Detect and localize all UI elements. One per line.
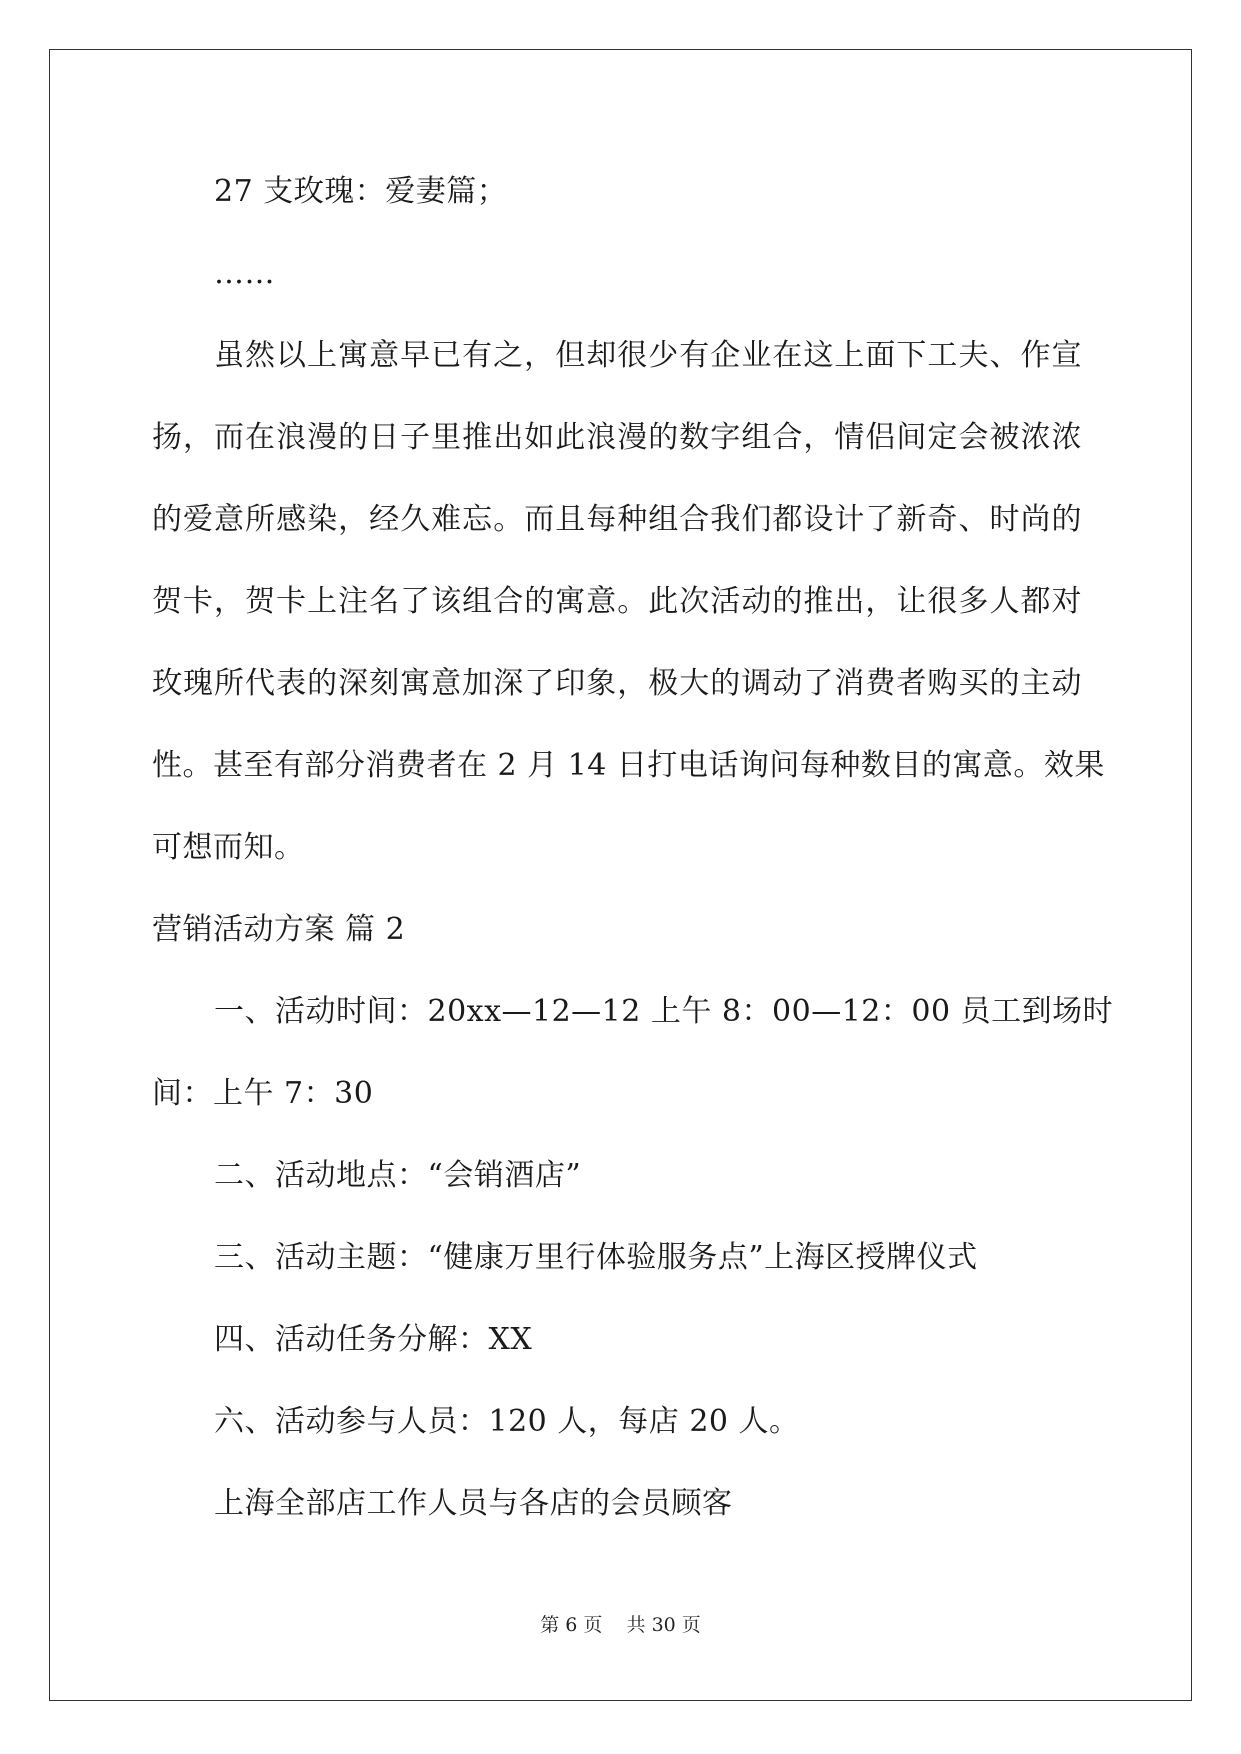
paragraph-line: 六、活动参与人员：120 人，每店 20 人。 [214,1404,800,1439]
paragraph-line: 玫瑰所代表的深刻寓意加深了印象，极大的调动了消费者购买的主动 [152,666,1082,701]
page-footer [0,1613,1241,1637]
paragraph-line: 的爱意所感染，经久难忘。而且每种组合我们都设计了新奇、时尚的 [152,502,1082,537]
section-heading: 营销活动方案 篇 2 [152,912,406,947]
paragraph-line: 二、活动地点：“会销酒店” [214,1158,582,1193]
paragraph-line: 虽然以上寓意早已有之，但却很少有企业在这上面下工夫、作宣 [214,338,1082,373]
paragraph-line: 间：上午 7：30 [152,1076,374,1111]
paragraph-line: 上海全部店工作人员与各店的会员顾客 [214,1486,733,1521]
paragraph-line: 一、活动时间：20xx—12—12 上午 8：00—12：00 员工到场时 [214,994,1114,1029]
paragraph-line: 可想而知。 [152,830,305,865]
paragraph-line: 性。甚至有部分消费者在 2 月 14 日打电话询问每种数目的寓意。效果 [152,748,1105,783]
paragraph-line: 三、活动主题：“健康万里行体验服务点”上海区授牌仪式 [214,1240,978,1275]
paragraph-line: 扬，而在浪漫的日子里推出如此浪漫的数字组合，情侣间定会被浓浓 [152,420,1082,455]
paragraph-line: 27 支玫瑰：爱妻篇； [214,174,508,209]
page-number: 第 6 页 共 30 页 [540,1614,701,1636]
page-border [49,49,1192,1701]
ellipsis-line: …… [214,256,275,291]
paragraph-line: 贺卡，贺卡上注名了该组合的寓意。此次活动的推出，让很多人都对 [152,584,1082,619]
paragraph-line: 四、活动任务分解：XX [214,1322,533,1357]
